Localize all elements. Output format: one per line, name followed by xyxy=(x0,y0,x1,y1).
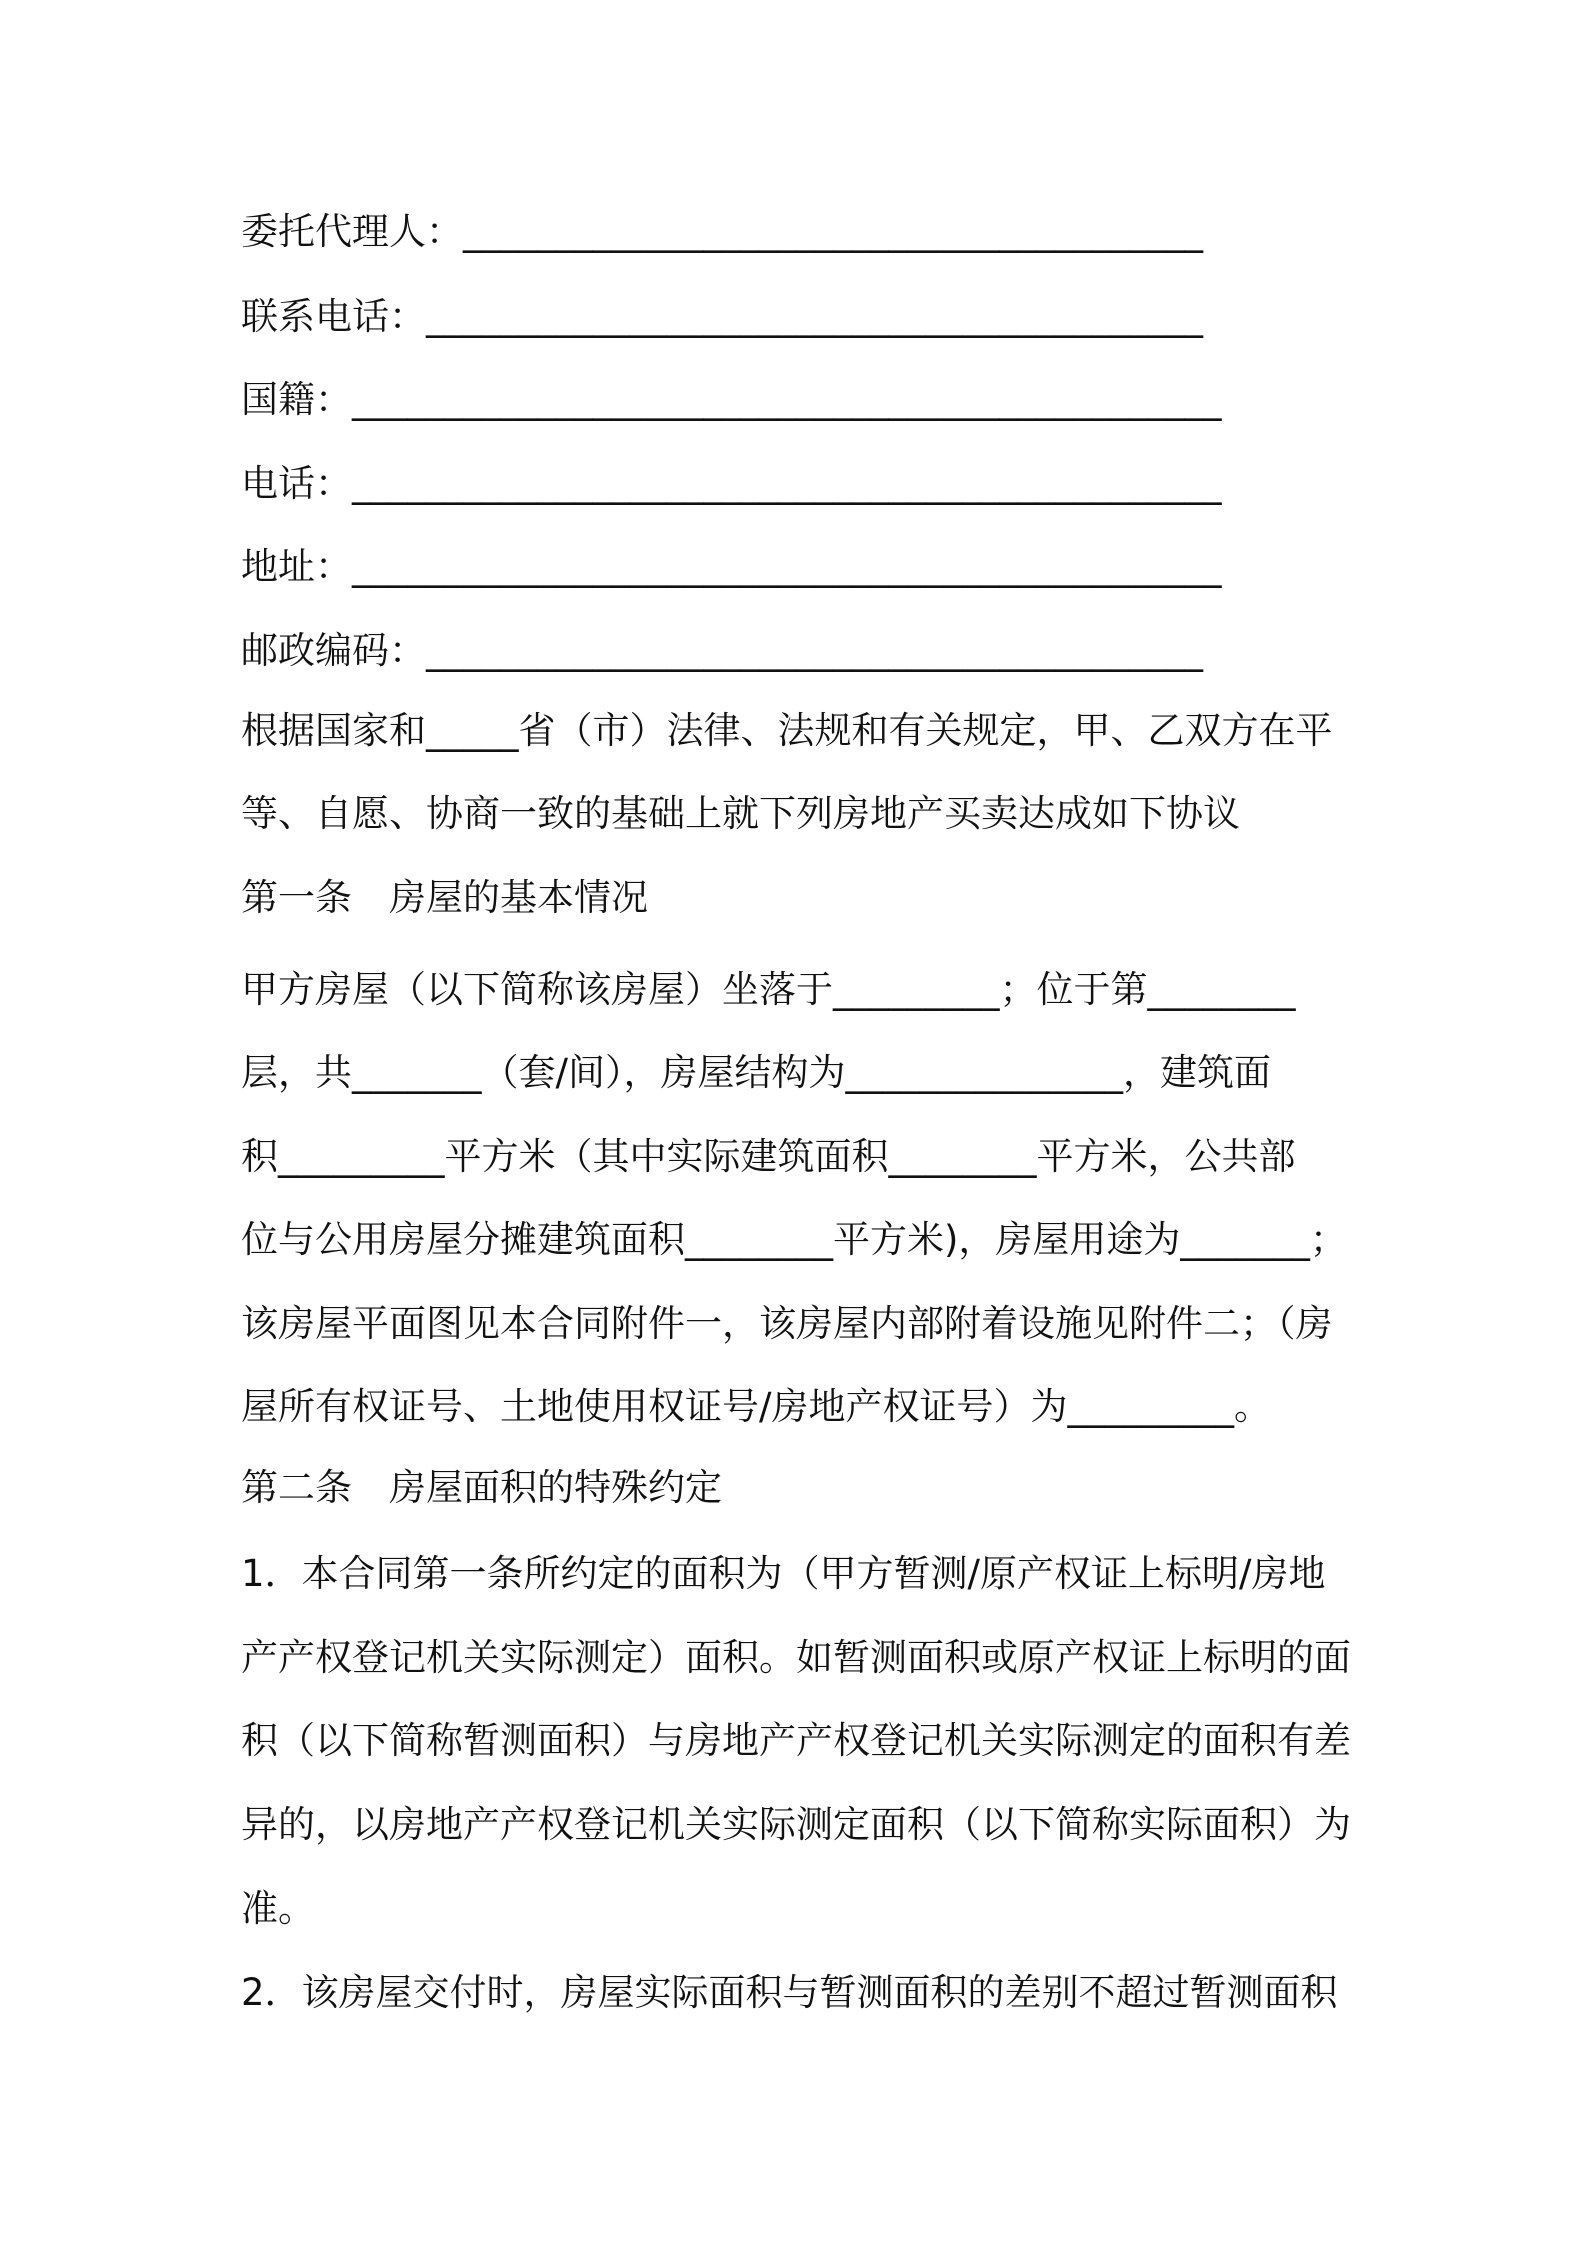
field-address: 地址：_______________________________________________ xyxy=(241,545,1222,588)
article-2-clause-1-line: 准。 xyxy=(241,1887,315,1930)
article-1-paragraph-line: 甲方房屋（以下简称该房屋）坐落于_________；位于第________ xyxy=(241,968,1296,1011)
field-nationality: 国籍：_______________________________________________ xyxy=(241,378,1222,421)
article-2-clause-1-line: 异的，以房地产产权登记机关实际测定面积（以下简称实际面积）为 xyxy=(241,1803,1351,1846)
article-2-clause-1-line: 积（以下简称暂测面积）与房地产产权登记机关实际测定的面积有差 xyxy=(241,1719,1351,1762)
intro-paragraph-line: 等、自愿、协商一致的基础上就下列房地产买卖达成如下协议 xyxy=(241,792,1240,835)
article-1-paragraph-line: 屋所有权证号、土地使用权证号/房地产权证号）为_________。 xyxy=(241,1385,1271,1428)
field-agent: 委托代理人：________________________________________ xyxy=(241,210,1203,253)
article-1-paragraph-line: 该房屋平面图见本合同附件一，该房屋内部附着设施见附件二；（房 xyxy=(241,1302,1333,1345)
field-phone: 电话：_______________________________________________ xyxy=(241,462,1222,505)
field-contact-phone: 联系电话：__________________________________________ xyxy=(241,295,1203,338)
field-postal-code: 邮政编码：__________________________________________ xyxy=(241,629,1203,672)
article-1-paragraph-line: 积_________平方米（其中实际建筑面积________平方米，公共部 xyxy=(241,1135,1296,1178)
article-1-paragraph-line: 位与公用房屋分摊建筑面积________平方米)，房屋用途为_______； xyxy=(241,1218,1347,1261)
article-2-clause-1-line: 产产权登记机关实际测定）面积。如暂测面积或原产权证上标明的面 xyxy=(241,1636,1351,1679)
article-2-clause-1-line: 1．本合同第一条所约定的面积为（甲方暂测/原产权证上标明/房地 xyxy=(241,1552,1326,1595)
article-2-clause-2-line: 2．该房屋交付时，房屋实际面积与暂测面积的差别不超过暂测面积 xyxy=(241,1971,1338,2014)
article-1-heading: 第一条 房屋的基本情况 xyxy=(241,876,648,919)
intro-paragraph-line: 根据国家和_____省（市）法律、法规和有关规定，甲、乙双方在平 xyxy=(241,709,1333,752)
article-2-heading: 第二条 房屋面积的特殊约定 xyxy=(241,1466,722,1509)
article-1-paragraph-line: 层，共_______（套/间），房屋结构为_______________，建筑面 xyxy=(241,1051,1271,1094)
